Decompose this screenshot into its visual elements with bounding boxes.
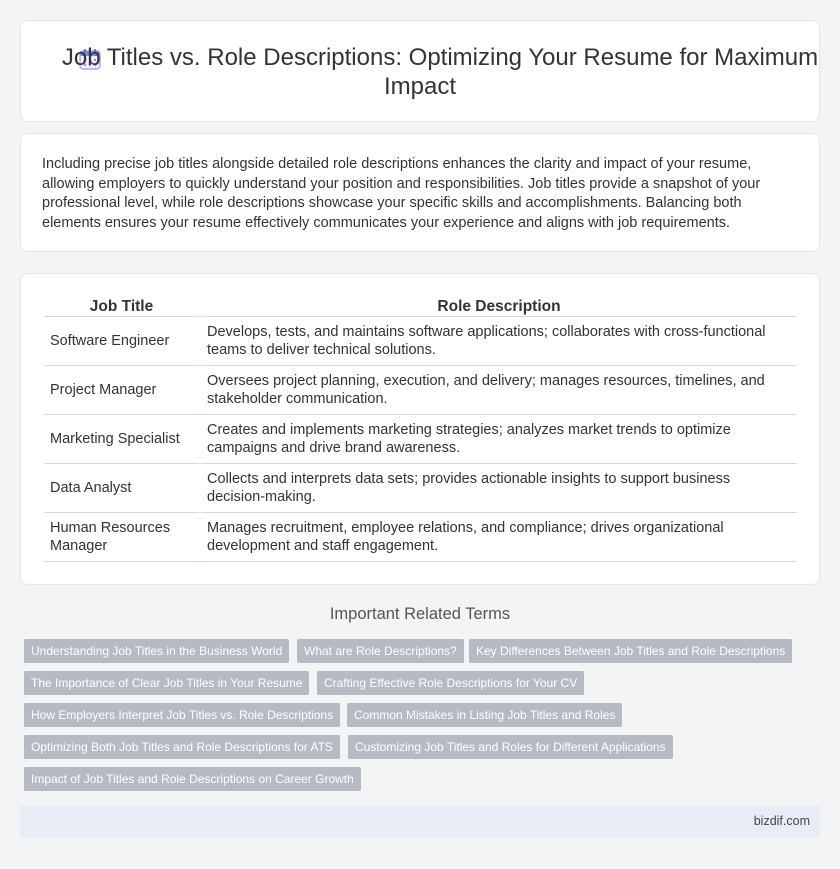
job-title-cell: Human Resources Manager <box>44 513 199 562</box>
table-row <box>44 317 797 366</box>
related-terms-heading: Important Related Terms <box>329 605 511 623</box>
job-title-cell: Software Engineer <box>44 317 199 366</box>
related-term-link[interactable]: Impact of Job Titles and Role Descriptions on Career Growth <box>24 767 361 791</box>
intro-paragraph: Including precise job titles alongside detailed role descriptions enhances the clarity and impact of your resume, allowing employers to quickly understand your position and responsibilities. Job titles provide a snapshot of your professional level, while role descriptions showcase your specific skills and accomplishments. Balancing both elements ensures your resume effectively communicates your experience and aligns with job requirements. <box>42 156 761 231</box>
table-header-row <box>44 296 797 317</box>
job-title-cell: Project Manager <box>44 366 199 415</box>
related-term-link[interactable]: Understanding Job Titles in the Business World <box>24 639 289 663</box>
related-term-link[interactable]: Crafting Effective Role Descriptions for Your CV <box>317 671 584 695</box>
related-term-link[interactable]: Optimizing Both Job Titles and Role Descriptions for ATS <box>24 735 340 759</box>
footer-bar <box>20 806 820 838</box>
column-header-job-title: Job Title <box>44 296 199 317</box>
role-description-cell: Oversees project planning, execution, and delivery; manages resources, timelines, and stakeholder communication. <box>201 366 797 415</box>
table-row <box>44 366 797 415</box>
site-name: bizdif.com <box>753 814 810 828</box>
header-card <box>20 20 820 122</box>
role-description-cell: Collects and interprets data sets; provides actionable insights to support business decision-making. <box>201 464 797 513</box>
related-term-link[interactable]: Common Mistakes in Listing Job Titles and Roles <box>347 703 622 727</box>
related-term-link[interactable]: What are Role Descriptions? <box>297 639 464 663</box>
related-term-link[interactable]: Customizing Job Titles and Roles for Different Applications <box>348 735 673 759</box>
job-title-cell: Data Analyst <box>44 464 199 513</box>
related-term-link[interactable]: The Importance of Clear Job Titles in Your Resume <box>24 671 309 695</box>
related-term-link[interactable]: How Employers Interpret Job Titles vs. Role Descriptions <box>24 703 340 727</box>
column-header-role-description: Role Description <box>201 296 797 317</box>
role-description-cell: Manages recruitment, employee relations, and compliance; drives organizational development and staff engagement. <box>201 513 797 562</box>
page-title: Job Titles vs. Role Descriptions: Optimizing Your Resume for Maximum Impact <box>61 44 819 100</box>
table-row <box>44 464 797 513</box>
table-row <box>44 415 797 464</box>
intro-card <box>20 133 820 252</box>
job-title-cell: Marketing Specialist <box>44 415 199 464</box>
table-row <box>44 513 797 562</box>
comparison-table <box>42 296 799 562</box>
related-term-link[interactable]: Key Differences Between Job Titles and Role Descriptions <box>469 639 792 663</box>
table-card <box>20 273 820 585</box>
role-description-cell: Develops, tests, and maintains software applications; collaborates with cross-functional teams to deliver technical solutions. <box>201 317 797 366</box>
role-description-cell: Creates and implements marketing strategies; analyzes market trends to optimize campaigns and drive brand awareness. <box>201 415 797 464</box>
